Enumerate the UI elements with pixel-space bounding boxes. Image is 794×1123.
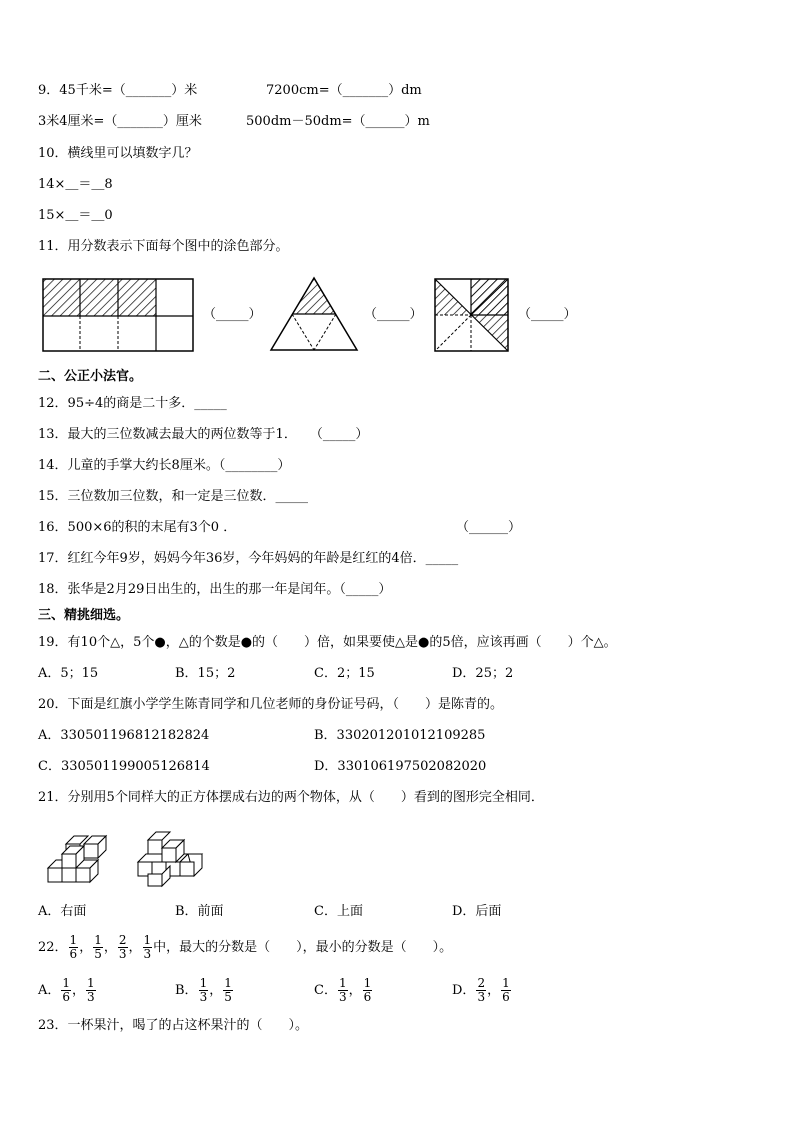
q22-option-a[interactable]: A． $\frac{1}{6}$ ， $\frac{1}{3}$ [38,976,95,1004]
q10-row2: 15×＿＝＿0 [38,208,113,223]
q22-stem: 22． $\frac{1}{6}$ ， $\frac{1}{5}$ ， $\frac{2}{3}$ ， $\frac{1}{3}$ 中，最大的分数是（ ），最小的分数是（ ）。 [38,933,453,961]
q19-stem: 19．有10个△，5个●，△的个数是●的（ ）倍，如果要使△是●的5倍，应该再画（ ）个△。 [38,635,617,650]
q23: 23．一杯果汁，喝了的占这杯果汁的（ ）。 [38,1018,309,1033]
q22-option-c[interactable]: C． $\frac{1}{3}$ ， $\frac{1}{6}$ [314,976,372,1004]
q10-row1: 14×＿＝＿8 [38,177,113,192]
q9-line1-left: 9．45千米=（_______）米 [38,83,198,98]
q20-option-d[interactable]: D．330106197502082020 [314,759,487,774]
q18: 18．张华是2月29日出生的，出生的那一年是闰年。（_____） [38,582,392,597]
q19-option-d[interactable]: D．25；2 [452,666,514,681]
q22-fraction: $\frac{2}{3}$ [118,933,127,961]
q20-stem: 20．下面是红旗小学学生陈青同学和几位老师的身份证号码，（ ）是陈青的。 [38,697,504,712]
q12: 12．95÷4的商是二十多．_____ [38,396,227,411]
q22-fraction: $\frac{1}{5}$ [94,933,102,961]
q11-blank-1: （_____） [203,307,262,322]
q21-stem: 21．分别用5个同样大的正方体摆成右边的两个物体，从（ ）看到的图形完全相同． [38,790,544,805]
q9-line2-left: 3米4厘米=（_______）厘米 [38,114,202,129]
q16-blank: （______） [456,520,522,535]
q14: 14．儿童的手掌大约长8厘米。（________） [38,458,291,473]
q17: 17．红红今年9岁，妈妈今年36岁，今年妈妈的年龄是红红的4倍．_____ [38,551,459,566]
q19-option-a[interactable]: A．5；15 [38,666,99,681]
q22-option-d[interactable]: D． $\frac{2}{3}$ ， $\frac{1}{6}$ [452,976,510,1004]
q21-option-d[interactable]: D．后面 [452,904,502,919]
section-3-title: 三、精挑细选。 [38,608,130,623]
q16: 16．500×6的积的末尾有3个0 ． [38,520,237,535]
q13: 13．最大的三位数减去最大的两位数等于1． （_____） [38,427,369,442]
q20-option-c[interactable]: C．330501199005126814 [38,759,210,774]
q22-option-b[interactable]: B． $\frac{1}{3}$ ， $\frac{1}{5}$ [175,976,232,1004]
q11-blank-3: （_____） [518,307,577,322]
q20-option-b[interactable]: B．330201201012109285 [314,728,486,743]
q21-cube-figure-left [44,826,108,888]
q11-figure-triangle [268,274,360,354]
q9-line2-right: 500dm－50dm=（______）m [246,114,430,129]
section-2-title: 二、公正小法官。 [38,369,143,384]
q10-title: 10．横线里可以填数字几？ [38,146,198,161]
q22-fraction: $\frac{1}{3}$ [143,933,152,961]
q11-figure-square [432,276,512,354]
q9-line1-right: 7200cm=（_______）dm [266,83,422,98]
q11-title: 11．用分数表示下面每个图中的涂色部分。 [38,239,289,254]
q21-option-b[interactable]: B．前面 [175,904,224,919]
q21-option-a[interactable]: A．右面 [38,904,87,919]
q22-label: 22． [38,940,68,955]
q20-option-a[interactable]: A．330501196812182824 [38,728,210,743]
q22-tail: 中，最大的分数是（ ），最小的分数是（ ）。 [153,940,453,955]
q15: 15．三位数加三位数，和一定是三位数．_____ [38,489,309,504]
q19-option-b[interactable]: B．15；2 [175,666,236,681]
q19-option-c[interactable]: C．2；15 [314,666,375,681]
q21-cube-figure-right [134,826,206,888]
q21-option-c[interactable]: C．上面 [314,904,363,919]
q11-figure-rectangle [40,276,196,354]
q11-blank-2: （_____） [364,307,423,322]
q22-fraction: $\frac{1}{6}$ [69,933,78,961]
